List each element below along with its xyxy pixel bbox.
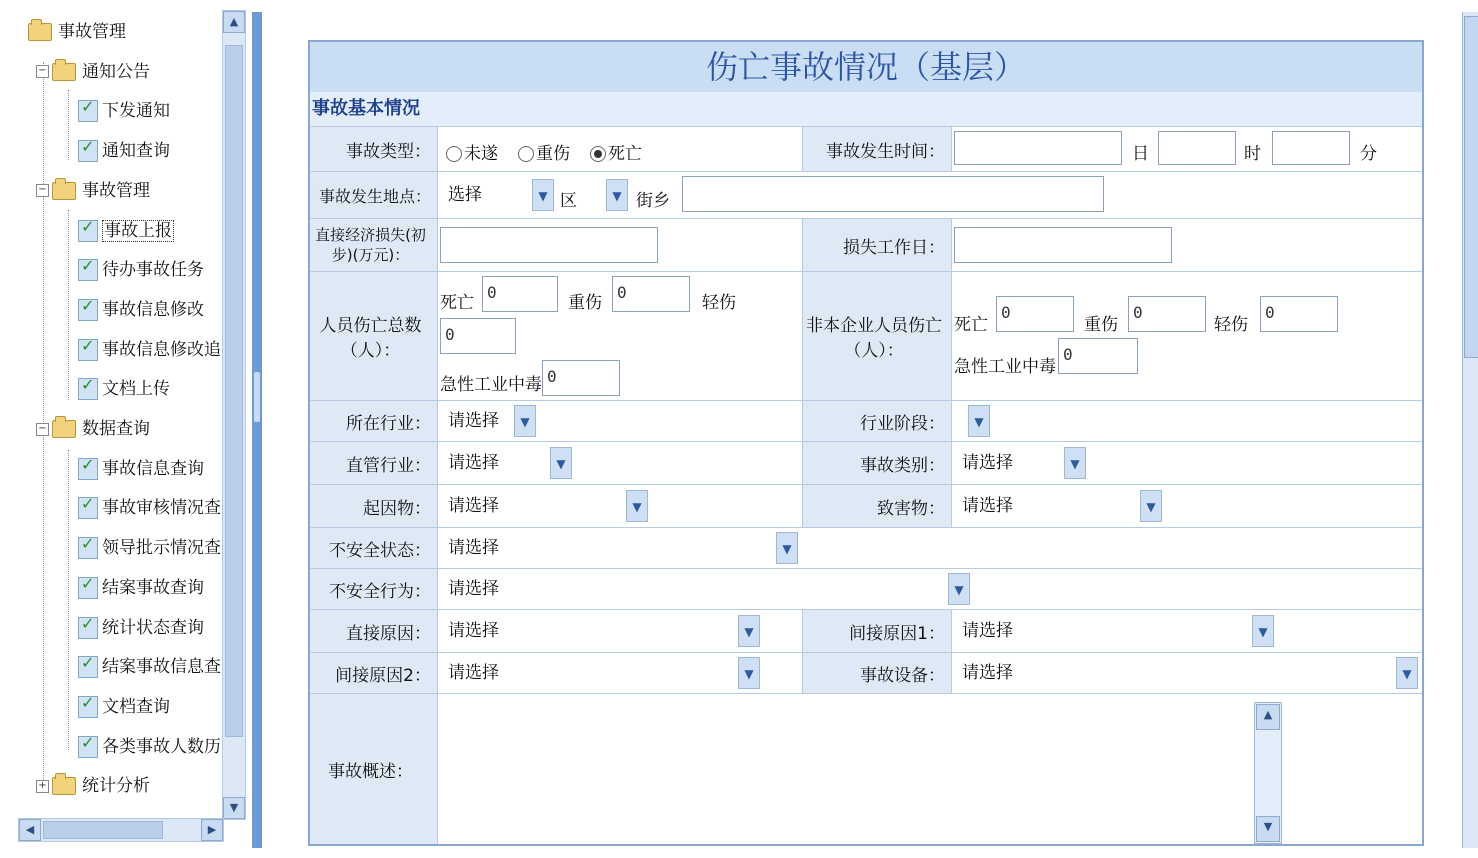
- page-vertical-scrollbar[interactable]: [1462, 12, 1478, 848]
- scroll-left-icon[interactable]: ◀: [19, 819, 41, 841]
- equipment-select[interactable]: 请选择 ▼: [954, 655, 1418, 691]
- hour-unit: 时: [1244, 144, 1261, 164]
- direct-loss-cell: [440, 219, 800, 271]
- tree-item[interactable]: [78, 610, 204, 646]
- document-check-icon: [78, 339, 98, 361]
- death-label: 死亡: [440, 293, 474, 313]
- document-check-icon: [78, 577, 98, 599]
- folder-icon: [28, 23, 52, 41]
- tree-connector: [68, 450, 69, 750]
- tree-item-label: 统计状态查询: [102, 617, 204, 638]
- cause-object-label: 起因物：: [310, 485, 438, 527]
- accident-type-label: 事故类型：: [310, 127, 438, 171]
- direct-cause-select[interactable]: 请选择 ▼: [440, 613, 760, 649]
- tree-folder[interactable]: [36, 54, 150, 90]
- document-check-icon: [78, 299, 98, 321]
- lost-workdays-input[interactable]: [954, 227, 1172, 263]
- tree-item-label: 统计分析: [82, 776, 150, 797]
- section-title: 事故基本情况: [310, 92, 1424, 127]
- minor-count-input[interactable]: 0: [440, 318, 516, 354]
- tree-item[interactable]: [78, 490, 221, 526]
- tree-item[interactable]: [78, 689, 170, 725]
- poison-label: 急性工业中毒: [440, 375, 542, 395]
- document-check-icon: [78, 100, 98, 122]
- unsafe-state-label: 不安全状态：: [310, 528, 438, 568]
- tree-item[interactable]: [78, 451, 204, 487]
- occur-time-cell: [954, 127, 1422, 171]
- chevron-down-icon[interactable]: ▼: [1064, 447, 1086, 479]
- scroll-up-icon[interactable]: ▲: [223, 11, 245, 33]
- casualties-label: 人员伤亡总数（人）：: [310, 272, 438, 400]
- radio-icon: [518, 146, 534, 162]
- folder-icon: [52, 777, 76, 795]
- tree-connector: [68, 90, 69, 160]
- tree-item[interactable]: [78, 649, 221, 685]
- folder-icon: [52, 182, 76, 200]
- expand-icon[interactable]: +: [36, 780, 49, 793]
- nonstaff-serious-label: 重伤: [1084, 315, 1118, 335]
- poison-count-input[interactable]: 0: [542, 360, 620, 396]
- industry-stage-label: 行业阶段：: [802, 401, 952, 441]
- location-cell: [440, 172, 1422, 218]
- form-title: 伤亡事故情况（基层）: [310, 42, 1422, 92]
- authority-industry-select[interactable]: 请选择 ▼: [440, 445, 572, 481]
- tree-item[interactable]: [78, 252, 204, 288]
- nonstaff-serious-input[interactable]: 0: [1128, 296, 1206, 332]
- document-check-icon: [78, 537, 98, 559]
- tree-item-label: 文档上传: [102, 379, 170, 400]
- accident-category-select[interactable]: 请选择 ▼: [954, 445, 1086, 481]
- document-check-icon: [78, 220, 98, 242]
- chevron-down-icon[interactable]: ▼: [948, 573, 970, 605]
- accident-category-label: 事故类别：: [802, 442, 952, 484]
- document-check-icon: [78, 497, 98, 519]
- tree-item[interactable]: [78, 371, 170, 407]
- nonstaff-poison-input[interactable]: 0: [1058, 338, 1138, 374]
- row-loss: [310, 219, 1422, 272]
- death-count-input[interactable]: 0: [482, 276, 558, 312]
- tree-item-label: 领导批示情况查: [102, 538, 221, 559]
- summary-scrollbar[interactable]: [1254, 702, 1282, 844]
- panel-splitter[interactable]: [252, 12, 262, 848]
- tree-item[interactable]: [78, 93, 170, 129]
- row-causes: [310, 610, 1422, 653]
- indirect-cause2-select[interactable]: 请选择 ▼: [440, 655, 760, 691]
- document-check-icon: [78, 259, 98, 281]
- chevron-down-icon[interactable]: ▼: [1140, 490, 1162, 522]
- tree-item-label: 数据查询: [82, 419, 150, 439]
- scroll-right-icon[interactable]: ▶: [201, 819, 223, 841]
- radio-option-si[interactable]: 死亡: [590, 139, 642, 164]
- serious-label: 重伤: [568, 293, 602, 313]
- document-check-icon: [78, 617, 98, 639]
- row-unsafe-state: [310, 528, 1422, 569]
- street-unit: 街乡: [636, 191, 670, 211]
- street-select[interactable]: [590, 177, 628, 213]
- day-unit: 日: [1132, 144, 1149, 164]
- page-scroll-thumb[interactable]: [1464, 16, 1478, 358]
- accident-type-radios: [440, 127, 800, 171]
- scroll-down-icon[interactable]: ▼: [1256, 816, 1280, 842]
- tree-folder[interactable]: [36, 173, 150, 209]
- splitter-grip[interactable]: [254, 372, 260, 422]
- scroll-up-icon[interactable]: ▲: [1256, 704, 1280, 730]
- tree-item[interactable]: [78, 133, 170, 169]
- row-equipment: [310, 653, 1422, 694]
- tree-folder[interactable]: [28, 14, 126, 50]
- serious-count-input[interactable]: 0: [612, 276, 690, 312]
- folder-icon: [52, 63, 76, 81]
- nonstaff-minor-label: 轻伤: [1214, 315, 1248, 335]
- tree-item-label: 下发通知: [102, 101, 170, 122]
- navigation-tree: [0, 0, 250, 858]
- chevron-down-icon[interactable]: ▼: [738, 615, 760, 647]
- unsafe-behavior-label: 不安全行为：: [310, 569, 438, 609]
- tree-item-label: 通知查询: [102, 141, 170, 162]
- tree-item[interactable]: [78, 213, 174, 249]
- row-authority: [310, 442, 1422, 485]
- tree-item-label: 文档查询: [102, 696, 170, 717]
- row-unsafe-behavior: [310, 569, 1422, 610]
- equipment-label: 事故设备：: [802, 653, 952, 693]
- summary-textarea[interactable]: [440, 700, 1272, 842]
- tree-item-label: 事故管理: [58, 22, 126, 42]
- tree-hscroll-thumb[interactable]: [43, 821, 163, 839]
- tree-item-label: 事故审核情况查: [102, 498, 221, 519]
- nonstaff-label: 非本企业人员伤亡（人）：: [802, 272, 952, 400]
- nonstaff-poison-label: 急性工业中毒: [954, 357, 1056, 377]
- summary-label: 事故概述：: [310, 694, 438, 844]
- collapse-icon[interactable]: −: [36, 65, 49, 78]
- tree-item-label: 各类事故人数历: [102, 736, 221, 757]
- tree-scroll-thumb[interactable]: [225, 45, 243, 737]
- tree-vertical-scrollbar[interactable]: [222, 10, 246, 820]
- document-check-icon: [78, 656, 98, 678]
- tree-item[interactable]: [78, 570, 204, 606]
- hour-input[interactable]: [1272, 131, 1350, 165]
- tree-item-label: 待办事故任务: [102, 260, 204, 281]
- industry-select[interactable]: 请选择 ▼: [440, 403, 536, 439]
- collapse-icon[interactable]: −: [36, 423, 49, 436]
- scroll-down-icon[interactable]: ▼: [223, 797, 245, 819]
- tree-item-label: 事故信息查询: [102, 458, 204, 479]
- chevron-down-icon[interactable]: ▼: [606, 179, 628, 211]
- chevron-down-icon[interactable]: ▼: [550, 447, 572, 479]
- chevron-down-icon[interactable]: ▼: [968, 405, 990, 437]
- chevron-down-icon[interactable]: ▼: [738, 657, 760, 689]
- row-summary: [310, 694, 1422, 844]
- folder-icon: [52, 420, 76, 438]
- indirect-cause1-label: 间接原因1：: [802, 610, 952, 652]
- tree-item[interactable]: [78, 332, 221, 368]
- harm-object-select[interactable]: 请选择 ▼: [954, 488, 1162, 524]
- minor-label: 轻伤: [702, 293, 736, 313]
- collapse-icon[interactable]: −: [36, 184, 49, 197]
- tree-item-label: 事故信息修改追: [102, 339, 221, 360]
- tree-item-label: 通知公告: [82, 61, 150, 82]
- chevron-down-icon[interactable]: ▼: [532, 179, 554, 211]
- direct-cause-label: 直接原因：: [310, 610, 438, 652]
- document-check-icon: [78, 140, 98, 162]
- industry-label: 所在行业：: [310, 401, 438, 441]
- nonstaff-death-label: 死亡: [954, 315, 988, 335]
- tree-item[interactable]: [78, 530, 221, 566]
- tree-connector: [68, 210, 69, 400]
- row-location: [310, 172, 1422, 219]
- tree-item-label: 结案事故查询: [102, 577, 204, 598]
- chevron-down-icon[interactable]: ▼: [776, 532, 798, 564]
- row-objects: [310, 485, 1422, 528]
- tree-item-label: 事故上报: [104, 220, 172, 241]
- indirect-cause2-label: 间接原因2：: [310, 653, 438, 693]
- tree-folder[interactable]: [36, 768, 150, 804]
- row-industry: [310, 401, 1422, 442]
- tree-item-label: 事故信息修改: [102, 299, 204, 320]
- cause-object-select[interactable]: 请选择 ▼: [440, 488, 648, 524]
- tree-item-label: 事故管理: [82, 180, 150, 201]
- day-input[interactable]: [1158, 131, 1236, 165]
- radio-option-wei[interactable]: 未遂: [446, 139, 498, 164]
- unsafe-behavior-select[interactable]: 请选择 ▼: [440, 571, 970, 607]
- tree-item[interactable]: [78, 729, 221, 765]
- nonstaff-death-input[interactable]: 0: [996, 296, 1074, 332]
- direct-loss-input[interactable]: [440, 227, 658, 263]
- occur-time-label: 事故发生时间：: [802, 127, 952, 171]
- lost-workdays-label: 损失工作日：: [802, 219, 952, 271]
- minute-unit: 分: [1360, 144, 1377, 164]
- document-check-icon: [78, 736, 98, 758]
- tree-horizontal-scrollbar[interactable]: [18, 818, 224, 842]
- radio-selected-icon: [590, 146, 606, 162]
- authority-industry-label: 直管行业：: [310, 442, 438, 484]
- district-unit: 区: [560, 191, 577, 211]
- industry-stage-select[interactable]: [954, 403, 990, 439]
- lost-workdays-cell: [954, 219, 1422, 271]
- document-check-icon: [78, 458, 98, 480]
- tree-folder[interactable]: [36, 411, 150, 447]
- chevron-down-icon[interactable]: ▼: [514, 405, 536, 437]
- casualties-cell: [440, 272, 800, 400]
- radio-option-zhong[interactable]: 重伤: [518, 139, 570, 164]
- unsafe-state-select[interactable]: 请选择 ▼: [440, 530, 798, 566]
- harm-object-label: 致害物：: [802, 485, 952, 527]
- accident-form: [308, 40, 1424, 846]
- tree-item[interactable]: [78, 292, 204, 328]
- indirect-cause1-select[interactable]: 请选择 ▼: [954, 613, 1274, 649]
- document-check-icon: [78, 378, 98, 400]
- chevron-down-icon[interactable]: ▼: [1396, 657, 1418, 689]
- row-accident-type: [310, 127, 1422, 172]
- document-check-icon: [78, 696, 98, 718]
- occur-date-input[interactable]: [954, 131, 1122, 165]
- chevron-down-icon[interactable]: ▼: [626, 490, 648, 522]
- tree-item-label: 结案事故信息查: [102, 657, 221, 678]
- radio-icon: [446, 146, 462, 162]
- location-label: 事故发生地点：: [310, 172, 438, 218]
- nonstaff-cell: [954, 272, 1422, 400]
- direct-loss-label: 直接经济损失(初步)(万元)：: [310, 219, 438, 271]
- district-select[interactable]: 选择 ▼: [440, 177, 554, 213]
- chevron-down-icon[interactable]: ▼: [1252, 615, 1274, 647]
- row-casualties: [310, 272, 1422, 401]
- nonstaff-minor-input[interactable]: 0: [1260, 296, 1338, 332]
- location-detail-input[interactable]: [682, 176, 1104, 212]
